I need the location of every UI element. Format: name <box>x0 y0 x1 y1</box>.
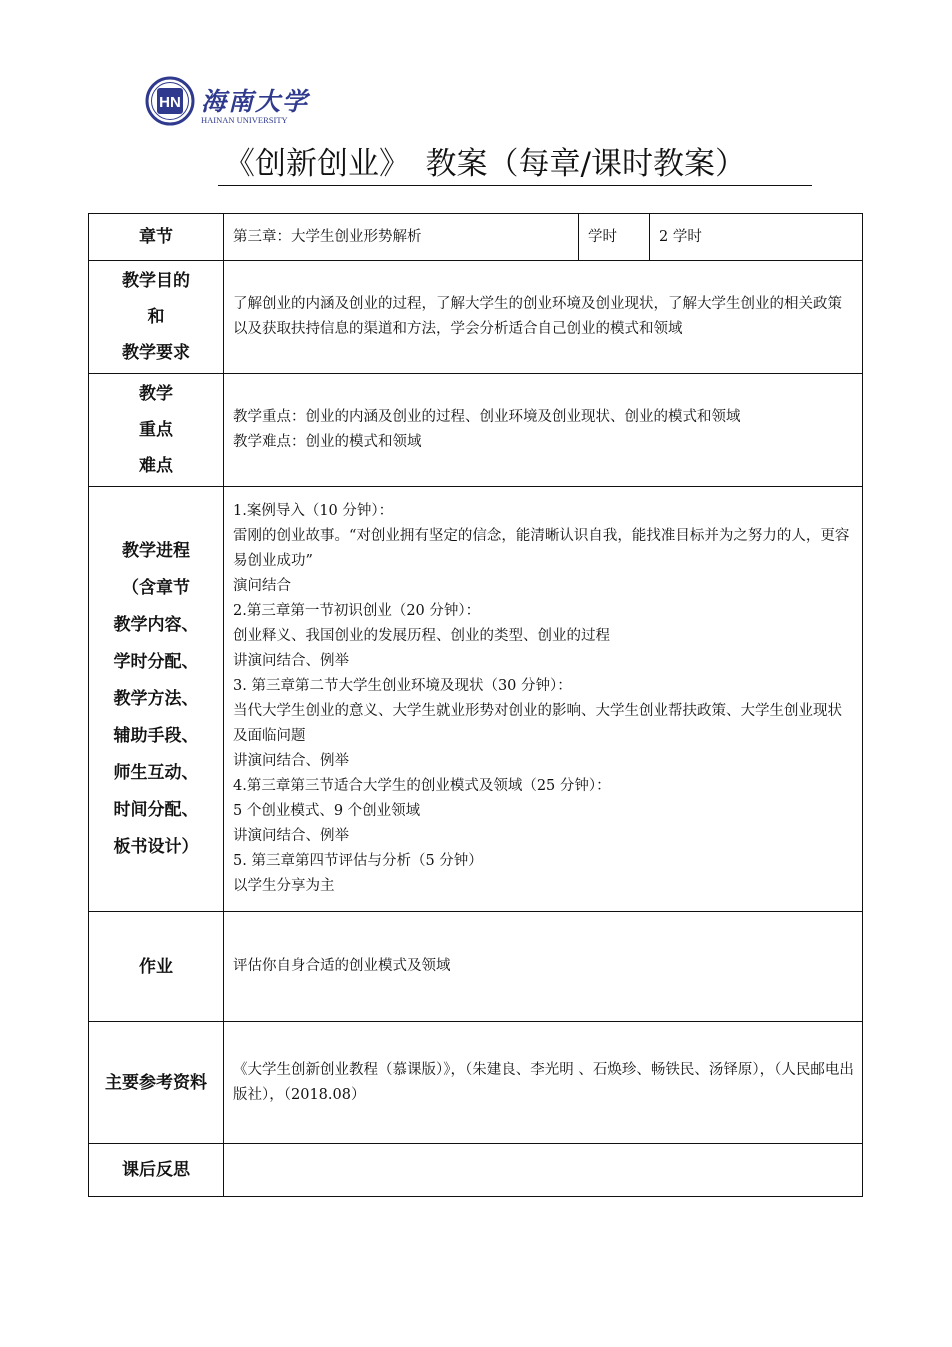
objectives-label <box>89 261 224 374</box>
homework-content: 评估你自身合适的创业模式及领域 <box>224 912 863 1022</box>
process-line: 雷刚的创业故事。“对创业拥有坚定的信念，能清晰认识自我，能找准目标并为之努力的人，更容易创业成功” <box>233 528 850 569</box>
process-line: 以学生分享为主 <box>233 878 335 894</box>
university-logo <box>145 74 315 134</box>
process-line: 当代大学生创业的意义、大学生就业形势对创业的影响、大学生创业帮扶政策、大学生创业现状及面临问题 <box>233 703 842 744</box>
process-line: 2.第三章第一节初识创业（20 分钟）： <box>233 603 481 619</box>
process-line: 演问结合 <box>233 578 291 594</box>
references-row <box>89 1022 863 1144</box>
svg-text:HN: HN <box>159 94 181 111</box>
keypoints-content <box>224 374 863 487</box>
process-label-line: 板书设计） <box>113 836 199 857</box>
chapter-label: 章节 <box>89 214 224 261</box>
document-title: 《创新创业》 教案（每章/课时教案） <box>218 143 812 186</box>
homework-label: 作业 <box>89 912 224 1022</box>
key-point-line: 教学重点：创业的内涵及创业的过程、创业环境及创业现状、创业的模式和领域 <box>233 409 741 425</box>
process-content <box>224 487 863 912</box>
references-label: 主要参考资料 <box>89 1022 224 1144</box>
process-line: 讲演问结合、例举 <box>233 828 349 844</box>
university-emblem-icon <box>145 74 195 132</box>
process-label-line: 学时分配、 <box>113 651 199 672</box>
university-name-en: HAINAN UNIVERSITY <box>201 115 288 125</box>
process-label <box>89 487 224 912</box>
process-line: 3. 第三章第二节大学生创业环境及现状（30 分钟）： <box>233 678 572 694</box>
keypoints-label <box>89 374 224 487</box>
hours-value: 2 学时 <box>650 214 863 261</box>
chapter-value: 第三章：大学生创业形势解析 <box>224 214 579 261</box>
process-line: 5 个创业模式、9 个创业领域 <box>233 803 421 819</box>
objectives-label-line: 教学目的 <box>122 271 190 291</box>
difficult-point-line: 教学难点：创业的模式和领域 <box>233 434 422 450</box>
lesson-plan-table <box>88 213 863 1197</box>
process-line: 4.第三章第三节适合大学生的创业模式及领域（25 分钟）： <box>233 778 611 794</box>
process-line: 1.案例导入（10 分钟）： <box>233 503 394 519</box>
process-line: 讲演问结合、例举 <box>233 753 349 769</box>
university-name-cn: 海南大学 <box>201 87 310 116</box>
keypoints-label-line: 重点 <box>139 420 173 440</box>
process-label-line: 教学方法、 <box>113 688 199 709</box>
process-line: 创业释义、我国创业的发展历程、创业的类型、创业的过程 <box>233 628 610 644</box>
hours-label: 学时 <box>579 214 650 261</box>
references-content: 《大学生创新创业教程（慕课版）》，（朱建良、李光明 、石焕珍、畅铁民、汤铎原），（人民邮电出版社），（2018.08） <box>224 1022 863 1144</box>
process-label-line: 辅助手段、 <box>113 725 199 746</box>
process-label-line: （含章节 <box>122 577 190 598</box>
reflection-row <box>89 1144 863 1197</box>
objectives-label-line: 和 <box>147 307 165 327</box>
reflection-content[interactable] <box>224 1144 863 1197</box>
homework-row <box>89 912 863 1022</box>
objectives-content: 了解创业的内涵及创业的过程，了解大学生的创业环境及创业现状，了解大学生创业的相关政策以及获取扶持信息的渠道和方法，学会分析适合自己创业的模式和领域 <box>224 261 863 374</box>
reflection-label: 课后反思 <box>89 1144 224 1197</box>
process-line: 5. 第三章第四节评估与分析（5 分钟） <box>233 853 483 869</box>
process-label-line: 师生互动、 <box>113 762 199 783</box>
objectives-row <box>89 261 863 374</box>
process-line: 讲演问结合、例举 <box>233 653 349 669</box>
process-row <box>89 487 863 912</box>
process-label-line: 教学内容、 <box>113 614 199 635</box>
process-label-line: 时间分配、 <box>113 799 199 820</box>
keypoints-row <box>89 374 863 487</box>
process-label-line: 教学进程 <box>122 540 190 561</box>
objectives-label-line: 教学要求 <box>122 343 190 363</box>
keypoints-label-line: 教学 <box>139 384 173 404</box>
keypoints-label-line: 难点 <box>139 456 173 476</box>
chapter-row <box>89 214 863 261</box>
